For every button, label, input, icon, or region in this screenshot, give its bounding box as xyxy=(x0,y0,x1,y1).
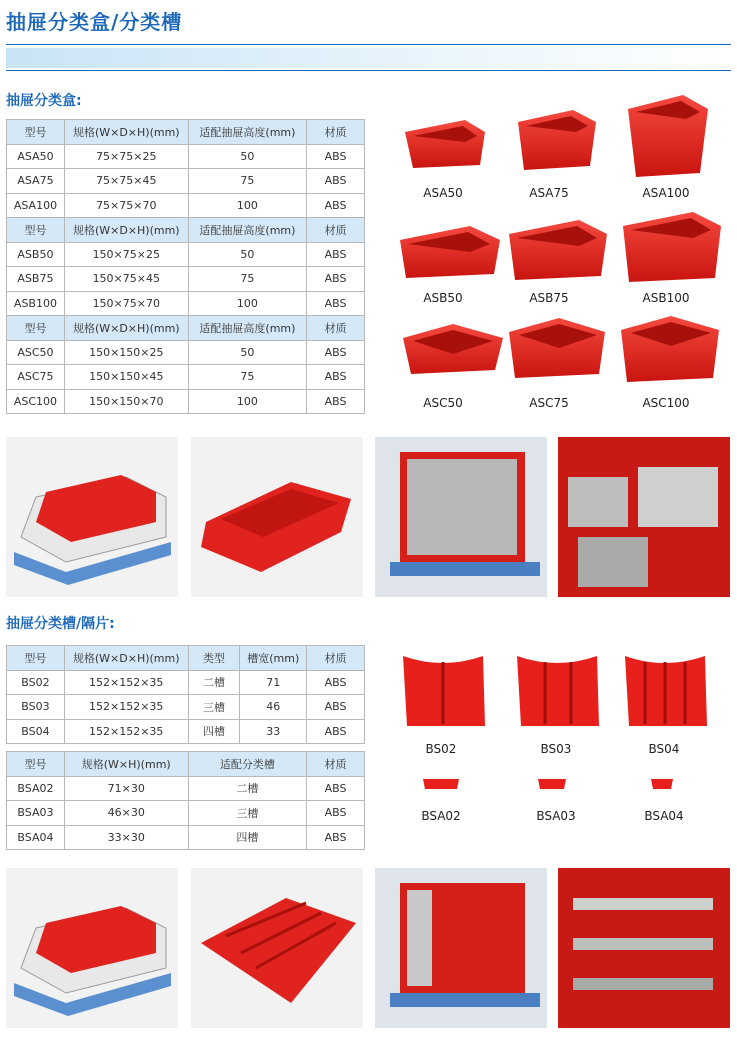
header-cell: 规格(W×D×H)(mm) xyxy=(64,218,188,243)
table-cell: 150×150×25 xyxy=(64,340,188,365)
table-cell: ABS xyxy=(307,291,365,316)
table-cell: ABS xyxy=(307,169,365,194)
table-cell: 三槽 xyxy=(188,695,240,720)
table-cell: BS03 xyxy=(7,695,65,720)
table-cell: BSA03 xyxy=(7,801,65,826)
table-cell: 46×30 xyxy=(64,801,188,826)
slot-spec-table xyxy=(6,645,365,744)
table-cell: 33×30 xyxy=(64,825,188,850)
table-cell: 75 xyxy=(188,267,307,292)
caption-asb100: ASB100 xyxy=(642,291,690,305)
table-header-row xyxy=(7,120,365,145)
table-cell: 75×75×25 xyxy=(64,144,188,169)
table-header-row xyxy=(7,646,365,671)
table-row xyxy=(7,242,365,267)
table-cell: 75×75×45 xyxy=(64,169,188,194)
slot-bs04 xyxy=(625,656,707,726)
table-row xyxy=(7,144,365,169)
table-cell: 50 xyxy=(188,144,307,169)
table-cell: ASB100 xyxy=(7,291,65,316)
caption-asc75: ASC75 xyxy=(529,396,569,410)
caption-asa50: ASA50 xyxy=(423,186,463,200)
table-row xyxy=(7,719,365,744)
table-cell: ABS xyxy=(307,825,365,850)
table-row xyxy=(7,169,365,194)
table-row xyxy=(7,291,365,316)
header-cell: 材质 xyxy=(307,752,365,777)
table-cell: 150×75×45 xyxy=(64,267,188,292)
table-cell: 75 xyxy=(188,169,307,194)
caption-asc50: ASC50 xyxy=(423,396,463,410)
table-cell: 150×75×70 xyxy=(64,291,188,316)
box-asb50 xyxy=(400,226,500,278)
table-cell: 152×152×35 xyxy=(64,695,188,720)
box-asb75 xyxy=(509,220,607,280)
page-title: 抽屉分类盒/分类槽 xyxy=(6,10,183,34)
slot-bs02 xyxy=(403,656,485,726)
table-cell: ABS xyxy=(307,719,365,744)
table-cell: 152×152×35 xyxy=(64,719,188,744)
table-cell: ABS xyxy=(307,144,365,169)
table-cell: ABS xyxy=(307,801,365,826)
caption-bsa02: BSA02 xyxy=(421,809,461,823)
table-cell: BSA02 xyxy=(7,776,65,801)
table-cell: 100 xyxy=(188,193,307,218)
drawer-with-tools-photo xyxy=(375,868,547,1028)
table-row xyxy=(7,670,365,695)
table-cell: 150×75×25 xyxy=(64,242,188,267)
caption-asc100: ASC100 xyxy=(642,396,690,410)
table-cell: 50 xyxy=(188,242,307,267)
table-cell: 三槽 xyxy=(188,801,307,826)
slot-bs03 xyxy=(517,656,599,726)
caption-asb50: ASB50 xyxy=(423,291,463,305)
slot-set-illustration xyxy=(191,868,363,1028)
header-cell: 类型 xyxy=(188,646,240,671)
box-set-illustration xyxy=(191,437,363,597)
caption-asa100: ASA100 xyxy=(642,186,690,200)
table-cell: BSA04 xyxy=(7,825,65,850)
table-row xyxy=(7,695,365,720)
table-cell: 33 xyxy=(240,719,307,744)
box-asa100 xyxy=(628,95,708,177)
table-cell: ASC75 xyxy=(7,365,65,390)
header-cell: 型号 xyxy=(7,646,65,671)
box-asc75 xyxy=(509,318,605,378)
box-product-images xyxy=(385,92,735,412)
header-cell: 型号 xyxy=(7,316,65,341)
caption-bsa04: BSA04 xyxy=(644,809,684,823)
table-cell: 100 xyxy=(188,389,307,414)
caption-bs04: BS04 xyxy=(648,742,680,756)
header-cell: 适配分类槽 xyxy=(188,752,307,777)
table-cell: ASB75 xyxy=(7,267,65,292)
table-cell: ABS xyxy=(307,340,365,365)
tools-closeup-photo xyxy=(558,868,730,1028)
table-row xyxy=(7,825,365,850)
drawer-with-slots-illustration xyxy=(6,868,178,1028)
table-cell: 46 xyxy=(240,695,307,720)
parts-closeup-photo xyxy=(558,437,730,597)
header-cell: 槽宽(mm) xyxy=(240,646,307,671)
header-cell: 材质 xyxy=(307,646,365,671)
header-cell: 规格(W×D×H)(mm) xyxy=(64,120,188,145)
table-cell: ABS xyxy=(307,695,365,720)
header-cell: 规格(W×H)(mm) xyxy=(64,752,188,777)
header-cell: 适配抽屉高度(mm) xyxy=(188,218,307,243)
table-cell: BS02 xyxy=(7,670,65,695)
box-asa50 xyxy=(405,120,485,168)
divider-bsa03 xyxy=(538,779,566,789)
table-cell: 152×152×35 xyxy=(64,670,188,695)
header-cell: 型号 xyxy=(7,120,65,145)
table-row xyxy=(7,267,365,292)
section-heading-boxes: 抽屉分类盒: xyxy=(6,93,82,109)
table-header-row xyxy=(7,316,365,341)
box-spec-table xyxy=(6,119,365,414)
drawer-with-boxes-illustration xyxy=(6,437,178,597)
header-cell: 材质 xyxy=(307,316,365,341)
table-cell: 150×150×70 xyxy=(64,389,188,414)
table-row xyxy=(7,389,365,414)
table-cell: ASB50 xyxy=(7,242,65,267)
caption-bsa03: BSA03 xyxy=(536,809,576,823)
table-cell: ABS xyxy=(307,267,365,292)
header-cell: 适配抽屉高度(mm) xyxy=(188,120,307,145)
caption-asb75: ASB75 xyxy=(529,291,569,305)
box-asa75 xyxy=(518,110,596,170)
table-cell: ABS xyxy=(307,389,365,414)
header-cell: 材质 xyxy=(307,120,365,145)
divider-bsa04 xyxy=(651,779,673,789)
header-cell: 型号 xyxy=(7,218,65,243)
table-cell: 50 xyxy=(188,340,307,365)
divider-spec-table xyxy=(6,751,365,850)
divider-bsa02 xyxy=(423,779,459,789)
box-asc50 xyxy=(403,324,503,374)
title-divider xyxy=(6,44,731,45)
table-row xyxy=(7,801,365,826)
caption-asa75: ASA75 xyxy=(529,186,569,200)
table-cell: 四槽 xyxy=(188,825,307,850)
header-cell: 适配抽屉高度(mm) xyxy=(188,316,307,341)
table-row xyxy=(7,365,365,390)
header-band xyxy=(6,48,731,68)
table-cell: 71 xyxy=(240,670,307,695)
table-cell: BS04 xyxy=(7,719,65,744)
table-cell: ASC100 xyxy=(7,389,65,414)
caption-bs02: BS02 xyxy=(425,742,457,756)
table-cell: ABS xyxy=(307,365,365,390)
table-header-row xyxy=(7,218,365,243)
table-cell: ABS xyxy=(307,776,365,801)
table-row xyxy=(7,193,365,218)
table-cell: 100 xyxy=(188,291,307,316)
header-cell: 材质 xyxy=(307,218,365,243)
table-row xyxy=(7,340,365,365)
section-heading-slots: 抽屉分类槽/隔片: xyxy=(6,616,115,632)
box-asb100 xyxy=(623,212,721,282)
slot-product-images xyxy=(395,645,735,795)
table-cell: ASC50 xyxy=(7,340,65,365)
caption-bs03: BS03 xyxy=(540,742,572,756)
table-cell: ASA50 xyxy=(7,144,65,169)
header-cell: 型号 xyxy=(7,752,65,777)
table-cell: ASA75 xyxy=(7,169,65,194)
table-cell: ABS xyxy=(307,193,365,218)
table-cell: ABS xyxy=(307,670,365,695)
table-cell: ASA100 xyxy=(7,193,65,218)
table-cell: 二槽 xyxy=(188,670,240,695)
box-asc100 xyxy=(621,316,719,382)
table-header-row xyxy=(7,752,365,777)
table-cell: 二槽 xyxy=(188,776,307,801)
table-cell: 75 xyxy=(188,365,307,390)
drawer-with-parts-photo xyxy=(375,437,547,597)
header-cell: 规格(W×D×H)(mm) xyxy=(64,646,188,671)
band-divider xyxy=(6,70,731,71)
table-cell: ABS xyxy=(307,242,365,267)
table-cell: 75×75×70 xyxy=(64,193,188,218)
header-cell: 规格(W×D×H)(mm) xyxy=(64,316,188,341)
table-cell: 71×30 xyxy=(64,776,188,801)
table-row xyxy=(7,776,365,801)
table-cell: 150×150×45 xyxy=(64,365,188,390)
table-cell: 四槽 xyxy=(188,719,240,744)
